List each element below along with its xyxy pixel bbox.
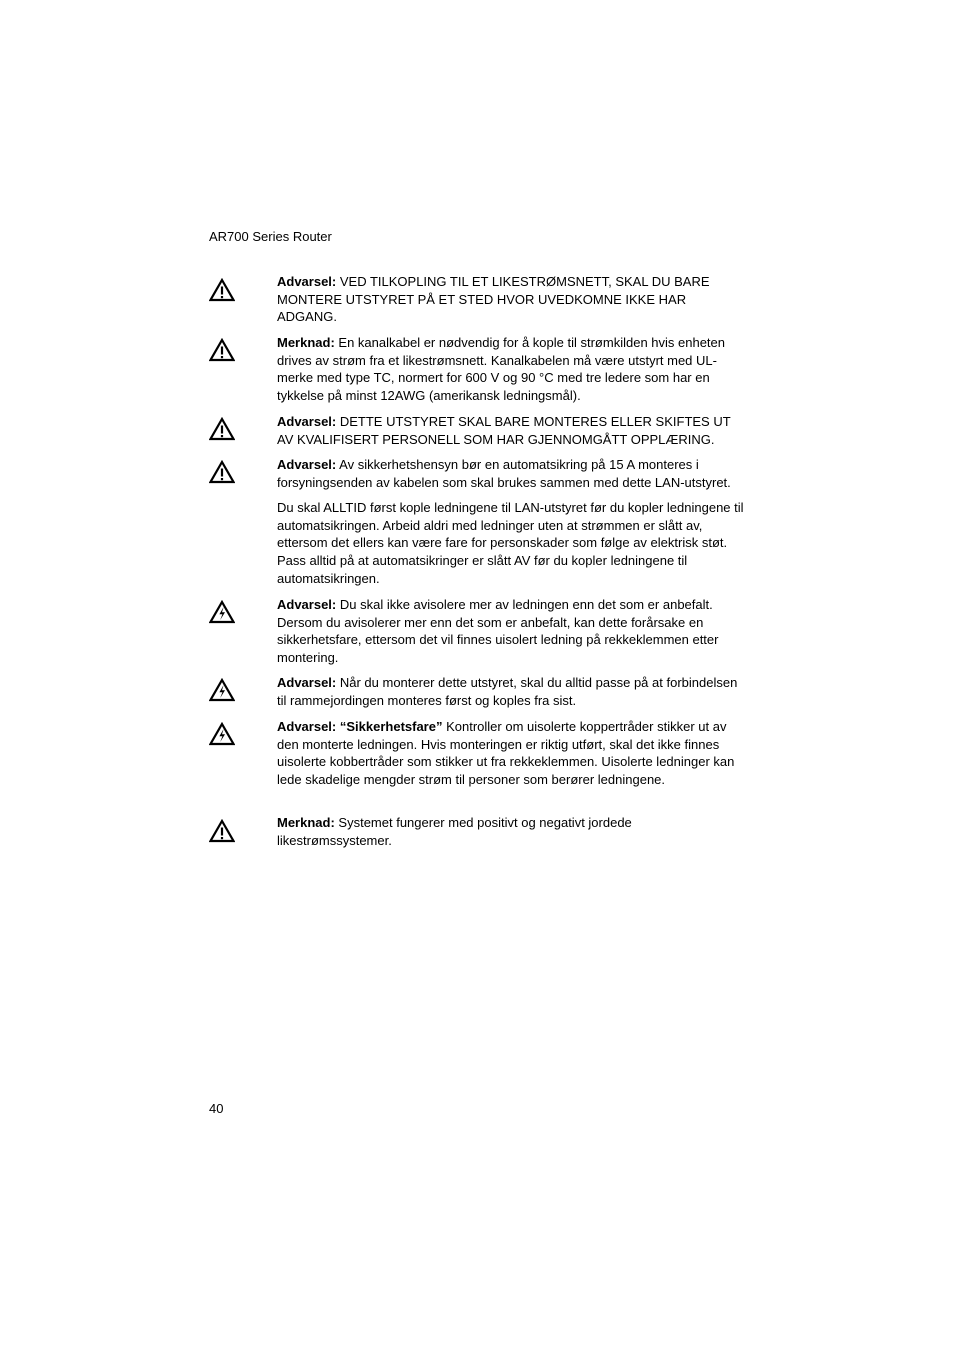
notice-warning-dc-access xyxy=(209,273,749,326)
warning-triangle-icon xyxy=(209,338,235,362)
warning-triangle-icon xyxy=(209,460,235,484)
notice-body: DETTE UTSTYRET SKAL BARE MONTERES ELLER SKIFTES UT AV KVALIFISERT PERSONELL SOM HAR GJENNOMGÅTT OPPLÆRING. xyxy=(277,414,731,447)
notice-label: Merknad: xyxy=(277,335,335,350)
notice-body: En kanalkabel er nødvendig for å kople til strømkilden hvis enheten drives av strøm fra et likestrømsnett. Kanalkabelen må være utstyrt med UL-merke med type TC, normert for 600 V og 90 °C med tre ledere som har en tykkelse på minst 12AWG (amerikansk ledningsmål). xyxy=(277,335,726,403)
notice-warning-stripping xyxy=(209,596,749,666)
notice-note-grounding-systems xyxy=(209,814,749,849)
notice-text xyxy=(277,273,747,326)
notice-label: Advarsel: “Sikkerhetsfare” xyxy=(277,719,443,734)
electrical-hazard-icon xyxy=(209,722,235,746)
warning-triangle-icon xyxy=(209,417,235,441)
warning-triangle-icon xyxy=(209,278,235,302)
notice-text xyxy=(277,456,747,587)
notice-note-channel-cable xyxy=(209,334,749,404)
notice-text xyxy=(277,596,747,666)
electrical-hazard-icon xyxy=(209,600,235,624)
notice-warning-circuit-breaker xyxy=(209,456,749,587)
notice-text xyxy=(277,814,747,849)
page-number: 40 xyxy=(209,1101,224,1116)
notice-label: Advarsel: xyxy=(277,675,337,690)
notice-label: Advarsel: xyxy=(277,274,337,289)
notice-body: Systemet fungerer med positivt og negativt jordede likestrømssystemer. xyxy=(277,815,632,848)
notice-continuation: Du skal ALLTID først kople ledningene til LAN-utstyret før du kopler ledningene til automatsikringen. Arbeid aldri med ledninger uten at strømmen er slått av, ettersom det ellers kan være fare for personskader som følge av elektrisk støt. Pass alltid på at automatsikringer er slått AV før du kopler ledningene til automatsikringen. xyxy=(277,500,744,586)
notice-label: Merknad: xyxy=(277,815,335,830)
warning-triangle-icon xyxy=(209,819,235,843)
notice-label: Advarsel: xyxy=(277,597,337,612)
notice-warning-ground xyxy=(209,674,749,709)
notice-body: Når du monterer dette utstyret, skal du alltid passe på at forbindelsen til rammejordingen monteres først og koples fra sist. xyxy=(277,675,738,708)
notice-body: Kontroller om uisolerte koppertråder stikker ut av den monterte ledningen. Hvis monteringen er riktig utført, skal det ikke finnes uisolerte kobbertråder som stikker ut fra rekkeklemmen. Uisolerte ledninger kan lede skadelige mengder strøm til personer som berører ledningene. xyxy=(277,719,735,787)
notice-body: Du skal ikke avisolere mer av ledningen enn det som er anbefalt. Dersom du avisolerer mer enn det som er anbefalt, kan dette forårsake en sikkerhetsfare, ettersom det vil finnes uisolert ledning på rekkeklemmen etter montering. xyxy=(277,597,719,665)
notice-label: Advarsel: xyxy=(277,414,337,429)
notice-text xyxy=(277,334,747,404)
notice-body: VED TILKOPLING TIL ET LIKESTRØMSNETT, SKAL DU BARE MONTERE UTSTYRET PÅ ET STED HVOR UVEDKOMNE IKKE HAR ADGANG. xyxy=(277,274,710,325)
notice-text xyxy=(277,718,747,788)
electrical-hazard-icon xyxy=(209,678,235,702)
running-header: AR700 Series Router xyxy=(209,229,332,244)
notice-warning-safety-hazard xyxy=(209,718,749,788)
notice-text xyxy=(277,413,747,448)
notice-text xyxy=(277,674,747,709)
notice-warning-qualified-personnel xyxy=(209,413,749,448)
notice-body: Av sikkerhetshensyn bør en automatsikring på 15 A monteres i forsyningsenden av kabelen som skal brukes sammen med dette LAN-utstyret. xyxy=(277,457,731,490)
notice-label: Advarsel: xyxy=(277,457,337,472)
